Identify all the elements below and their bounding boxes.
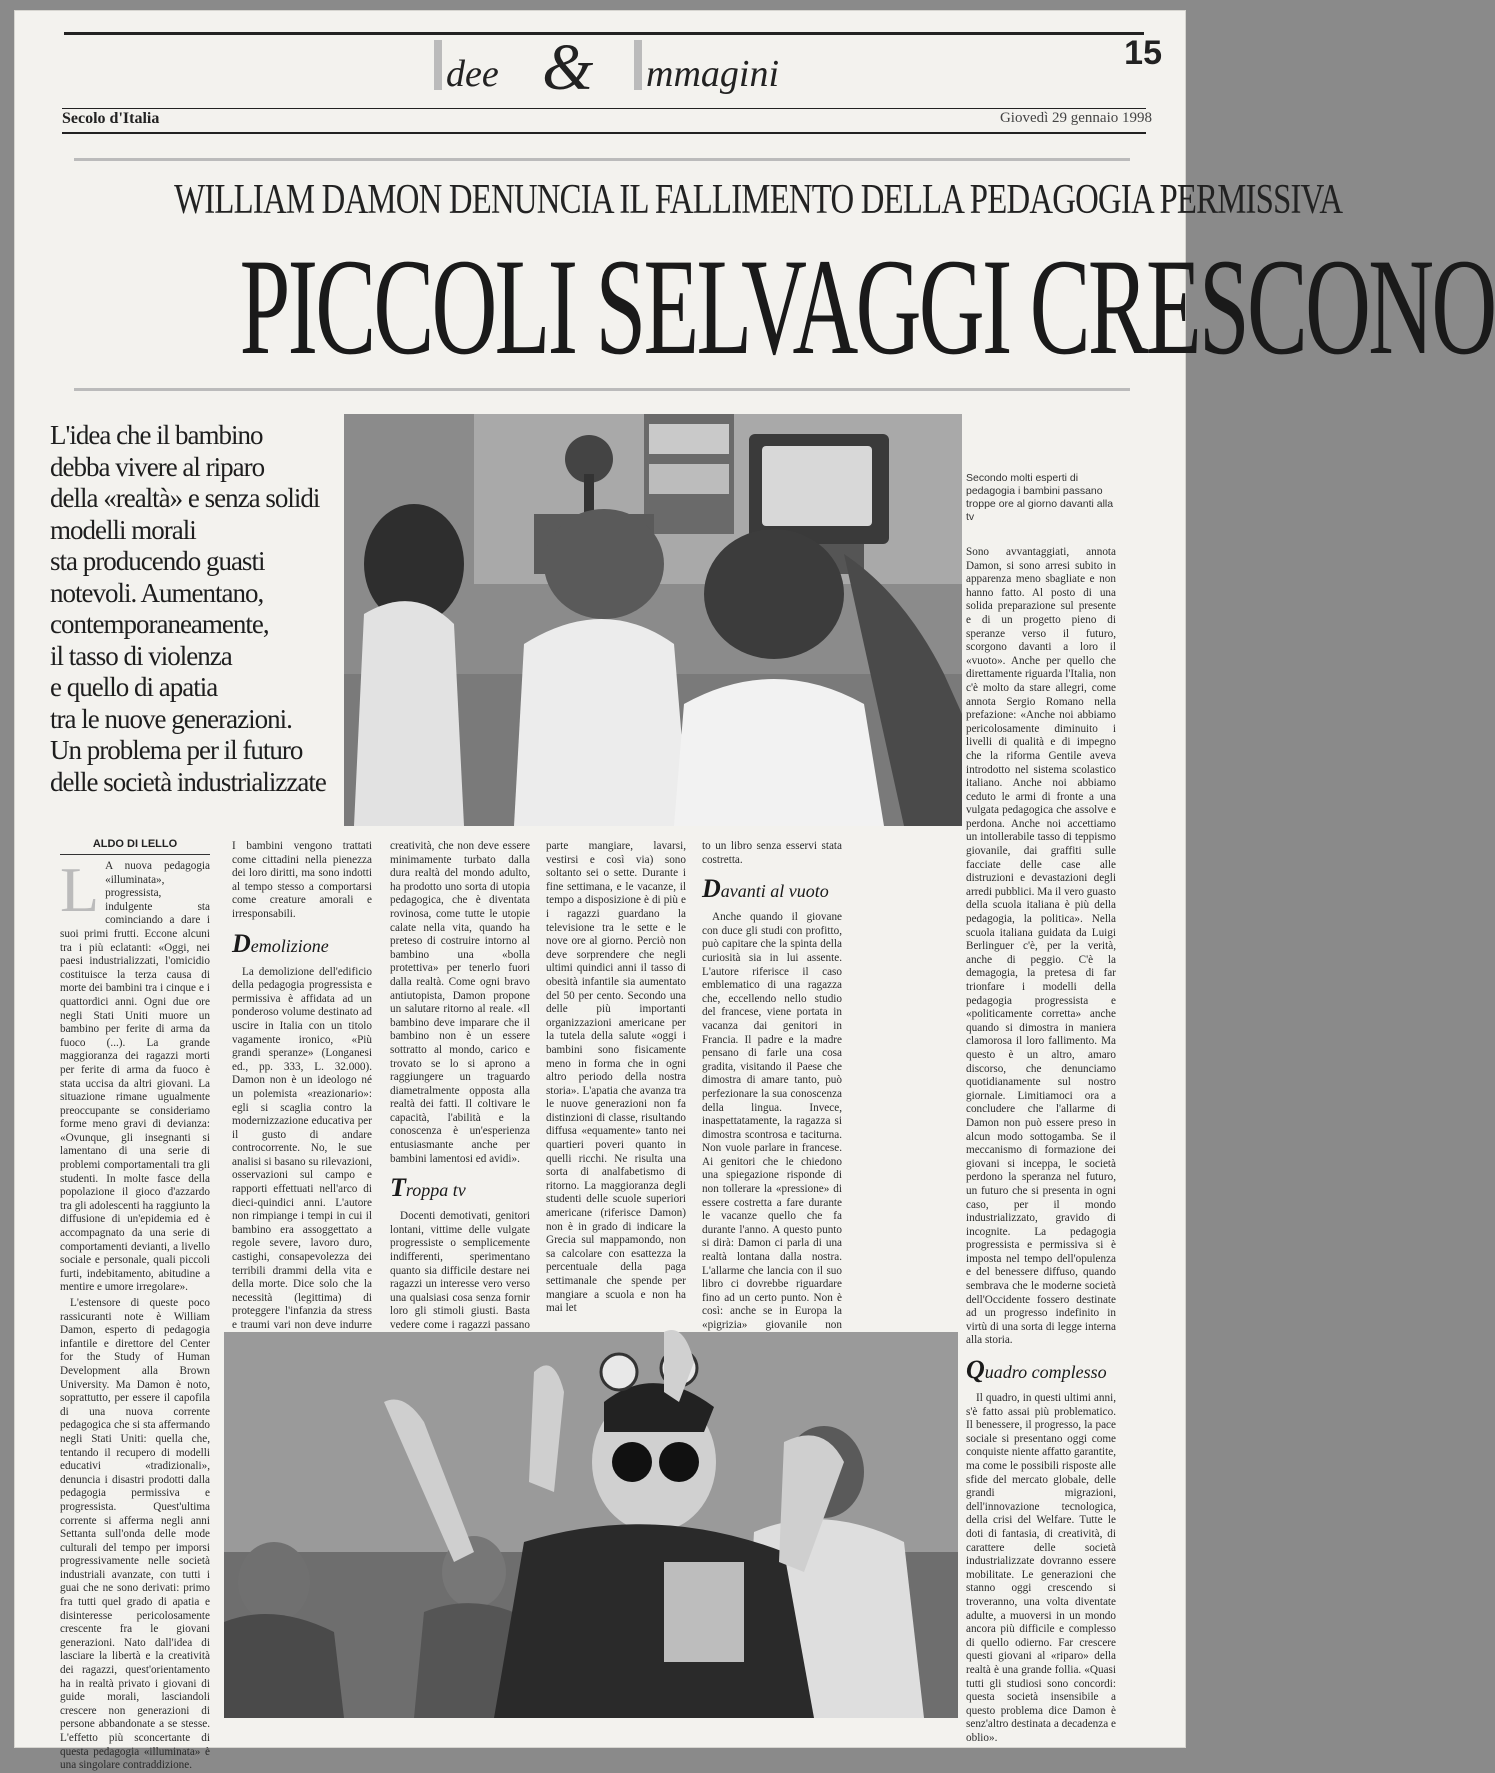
summary-line: e quello di apatia [50,672,218,702]
section-title-bar-2 [634,40,642,90]
article-column-6 [966,546,1116,1744]
summary-line: modelli morali [50,514,196,545]
paper-name: Secolo d'Italia [62,110,160,127]
photo-party-youth-drawing [224,1332,958,1718]
summary-line: delle società industrializzate [50,766,326,797]
headline-rule [74,388,1130,391]
newspaper-page [14,10,1495,1772]
summary-line: della «realtà» e senza solidi [50,483,320,513]
drop-cap: L [60,854,100,925]
summary-line: L'idea che il bambino [50,420,263,450]
article-paragraph: Il quadro, in questi ultimi anni, s'è fatto assai più problematico. Il benessere, il progresso, la pace sociale si presentano oggi come conquiste niente affatto garantite, ma come le possibili risposte alle sfide del mercato globale, delle grandi migrazioni, dell'innovazione tecnologica, della crisi del Welfare. Tutte le doti di fantasia, di creatività, di carattere delle società industrializzate dovranno essere mobilitate. Le generazioni che stanno oggi crescendo si troveranno, una volta diventate adulte, a muoversi in un mondo ancora più difficile e complesso di quello odierno. Far crescere questi giovani al «riparo» della realtà è una grande follia. «Quasi tutti gli studiosi sono concordi: questa società insensibile a questo problema dice Damon è senz'altro destinata a decadenza e oblio». [966,1392,1116,1744]
article-summary [50,420,350,820]
article-paragraph: to un libro senza esservi stata costretta. [702,840,842,866]
byline: ALDO DI LELLO [60,836,210,855]
masthead-rule-2 [62,132,1146,134]
article-column-2 [232,840,372,1331]
article-headline: PICCOLI SELVAGGI CRESCONO [239,230,1495,383]
photo-party-youth [224,1332,958,1718]
article-column-1 [60,854,210,1772]
section-title-bar [434,40,442,90]
article-paragraph-text: A nuova pedagogia «illuminata», progressista, indulgente sta cominciando a dare i suoi primi frutti. Eccone alcuni tra i più eclatanti: «Oggi, nei paesi industrializzati, l'omicidio costituisce la terza causa di morte dei bambini tra i cinque e i quattordici anni. Ogni due ore negli Stati Uniti muore un bambino per ferite di arma da fuoco (...). La grande maggioranza dei ragazzi morti per ferite di arma da fuoco è stata uccisa da altri giovani. La situazione rimane ugualmente preoccupante se consideriamo forme meno gravi di devianza: «Ovunque, gli insegnanti si lamentano di una serie di problemi comportamentali tra gli studenti. In molte fasce della popolazione il gioco d'azzardo tra gli adolescenti ha raggiunto la diffusione di un'epidemia ed è accompagnato da una serie di comportamenti devianti, a livello sociale e personale, quali piccoli furti, indebitamento, abitudine a mentire e umore irregolare». [60,860,210,1294]
photo-children-tv-drawing [344,414,962,826]
article-column-5 [702,840,842,1331]
subheading-troppa-tv: Troppa tv [390,1173,466,1203]
article-paragraph: La demolizione dell'edificio della pedagogia progressista e permissiva è affidata ad un ponderoso volume destinato ad uscire in Italia con un titolo vagamente ironico, «Più grandi speranze» (Longanesi ed., pp. 333, L. 32.000). Damon non è un ideologo né un polemista «reazionario»: egli si scaglia contro la modernizzazione educativa per il gusto di andare controcorrente. No, le sue analisi si basano su rilevazioni, osservazioni sul campo e rapporti effettuati nell'arco di dieci-quindici anni. L'autore non rimpiange i tempi in cui il bambino era assoggettato a regole severe, lavoro duro, castighi, consapevolezza dei terribili drammi della vita e della morte. Dice solo che la necessità (legittima) di proteggere l'infanzia da stress e traumi vari non deve indurre [232,965,372,1331]
article-paragraph: parte mangiare, lavarsi, vestirsi e così via) sono soltanto sei o sette. Durante i fine settimana, e le vacanze, il tempo a disposizione è di più e i ragazzi guardano la televisione tra le sette e le nove ore al giorno. Perciò non deve sorprendere che negli ultimi quindici anni il tasso di obesità infantile sia aumentato del 50 per cento. Secondo una delle più importanti organizzazioni americane per la tutela della salute «oggi i bambini sono fisicamente meno in forma che in ogni altro periodo della nostra storia». L'apatia che avanza tra le nuove generazioni non fa distinzioni di classe, risultando diffusa «equamente» tanto nei quartieri poveri quanto in quelli ricchi. Ne risulta una sorta di analfabetismo di ritorno. La maggioranza degli studenti delle scuole superiori americane (riferisce Damon) non è in grado di indicare la Grecia sul mappamondo, non sa calcolare con esattezza la percentuale della paga settimanale che spende per mangiare a scuola e non ha mai let [546,840,686,1315]
summary-line: sta producendo guasti [50,546,265,576]
article-paragraph: creatività, che non deve essere minimamente turbato dalla dura realtà del mondo adulto, ha prodotto uno sorta di utopia pedagogica, che è diventata rovinosa, come tutte le utopie calate nella vita, quando ha preteso di costruire intorno al bambino una «bolla protettiva» per tenerlo fuori dalla realtà. Come ogni bravo antiutopista, Damon propone un salutare ritorno al reale. «Il bambino deve imparare che il bambino non è un essere sottratto al mondo, carico e trovato se lo si aprono a raggiungere un traguardo diametralmente opposta alla realtà dei fatti. Il coltivare le capacità, l'abilità e la conoscenza è un'esperienza entusiasmante anche per bambini lamentosi ed avidi». [390,840,530,1165]
section-title [424,30,844,104]
article-paragraph: Sono avvantaggiati, annota Damon, si sono arresi subito in apparenza meno sbagliate e non hanno fatto. Al posto di una solida preparazione sul presente e di un progetto pieno di speranze verso il futuro, scorgono davanti a loro il «vuoto». Anche per quello che direttamente riguarda l'Italia, non c'è molto da stare allegri, come annota Sergio Romano nella prefazione: «Anche noi abbiamo pericolosamente diminuito i livelli di qualità e di impegno che la riforma Gentile aveva introdotto nel sistema scolastico italiano. Anche noi abbiamo ceduto le armi di fronte a una vulgata pedagogica che assolve e perdona. Anche noi accettiamo un intollerabile tasso di teppismo giovanile, dai graffiti sulle facciate delle case alle distruzioni e devastazioni degli arredi pubblici. Ma il vero guasto della scuola italiana è più della pedagogia, la politica». Nella scuola italiana guidata da Luigi Berlinguer c'è, per la verità, anche di peggio. C'è la demagogia, la pretesa di far trionfare i modelli della pedagogia progressista e «politicamente corretta» anche quando si dimostra in maniera clamorosa il loro fallimento. Ma questo è un altro, amaro discorso, che denunciamo quotidianamente sul nostro giornale. Limitiamoci ora a concludere che l'allarme di Damon non può essere preso in alcun modo sottogamba. Se il meccanismo di formazione dei giovani si inceppa, le società perdono la speranza nel futuro, un futuro che si presenta in ogni caso, per il mondo industrializzato, gravido di incognite. La pedagogia progressista e permissiva si è imposta nel tempo dell'opulenza e del benessere diffuso, quando sembrava che le moderne società dell'Occidente fossero destinate ad un progresso indefinito in virtù di una sorta di legge interna alla storia. [966,546,1116,1347]
article-paragraph: I bambini vengono trattati come cittadini nella pienezza dei loro diritti, ma sono indotti al tempo stesso a comportarsi come creature amorali e irresponsabili. [232,840,372,920]
article-column-4 [546,840,686,1328]
summary-line: tra le nuove generazioni. [50,703,292,734]
subheading-demolizione: Demolizione [232,928,329,958]
masthead-rule [62,108,1146,109]
article-paragraph: Anche quando il giovane con duce gli studi con profitto, può capitare che la spinta della curiosità sia in lui assente. L'autore riferisce il caso emblematico di una ragazza che, eccellendo nello studio del francese, viene portata in vacanza dai genitori in Francia. Il padre e la madre pensano di farle una cosa gradita, visitando il Paese che dimostra di amare tanto, può perfezionare la sua conoscenza della lingua. Invece, inaspettatamente, la ragazza si dimostra scontrosa e taciturna. Non vuole parlare in francese. Ai genitori che le chiedono una spiegazione risponde di non tollerare la «pressione» di essere costretta a fare durante le vacanze quello che fa durante l'anno. A questo punto si dirà: Damon ci parla di una realtà lontana dalla nostra. L'allarme che lancia con il suo libro ci dovrebbe riguardare fino ad un certo punto. Non è così: anche se in Europa la «pigrizia» giovanile non [702,911,842,1331]
summary-line: notevoli. Aumentano, [50,577,264,608]
photo-children-tv [344,414,962,826]
subheading-davanti-al-vuoto: Davanti al vuoto [702,874,829,904]
photo-caption: Secondo molti esperti di pedagogia i bambini passano troppe ore al giorno davanti alla tv [966,472,1114,523]
section-title-word1: dee [446,53,499,95]
summary-line: debba vivere al riparo [50,451,265,482]
article-paragraph [60,854,210,1295]
article-column-3 [390,840,530,1331]
article-paragraph: L'estensore di queste poco rassicuranti note è William Damon, esperto di pedagogia infantile e direttore del Center for the Study of Human Development alla Brown University. Ma Damon è noto, soprattutto, per essere il capofila di una nuova corrente pedagogica che si sta affermando negli Stati Uniti: quella che, tentando il recupero di modelli educativi «tradizionali», denuncia i disastri prodotti dalla pedagogia permissiva e progressista. Quest'ultima corrente si afferma negli anni Settanta sull'onda delle mode culturali del tempo per imporsi progressivamente nelle società industriali avanzate, con tutti i guai che ne sono derivati: primo fra tutti quel grado di apatia e disinteresse pericolosamente crescente fra le giovani generazioni. Nato dall'idea di lasciare la libertà e la creatività dei ragazzi, quest'orientamento ha in realtà privato i giovani di guide morali, lasciandoli crescere non generazioni di persone abbandonate a se stesse. L'effetto più sconcertante di questa pedagogia «illuminata» è una singolare contraddizione. [60,1297,210,1772]
summary-line: il tasso di violenza [50,640,232,671]
article-kicker: WILLIAM DAMON DENUNCIA IL FALLIMENTO DELLA PEDAGOGIA PERMISSIVA [174,177,1343,223]
summary-line: Un problema per il futuro [50,735,303,765]
page-number: 15 [1124,34,1162,72]
section-title-word2: mmagini [646,53,779,95]
section-title-ampersand: & [542,31,594,104]
subheading-quadro-complesso: Quadro complesso [966,1355,1107,1385]
article-paragraph: Docenti demotivati, genitori lontani, vittime delle vulgate progressiste o semplicemente indifferenti, sperimentano quanto sia difficile destare nei ragazzi un interesse vero verso una qualsiasi cosa senza fornir loro gli stimoli giusti. Basta vedere come i ragazzi passano [390,1210,530,1331]
kicker-rule [74,158,1130,161]
issue-date: Giovedì 29 gennaio 1998 [999,110,1152,126]
summary-line: contemporaneamente, [50,609,269,639]
